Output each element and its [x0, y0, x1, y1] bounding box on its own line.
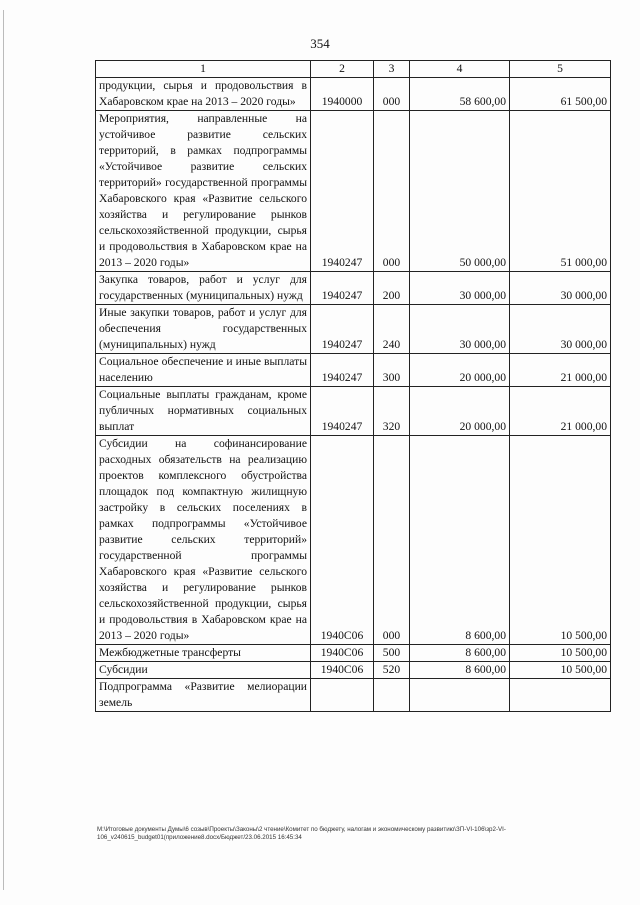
- table-row: [96, 662, 611, 679]
- amount-col4: 20 000,00: [410, 387, 510, 436]
- table-row: [96, 305, 611, 354]
- amount-col4: 8 600,00: [410, 436, 510, 645]
- row-name: продукции, сырья и продовольствия в Хабаровском крае на 2013 – 2020 годы»: [96, 78, 311, 111]
- target-code: 1940247: [311, 354, 374, 387]
- expense-type: 000: [374, 78, 410, 111]
- row-name: Межбюджетные трансферты: [96, 645, 311, 662]
- target-code: 1940247: [311, 272, 374, 305]
- target-code: 1940247: [311, 305, 374, 354]
- column-header: 4: [410, 61, 510, 78]
- row-name: Социальные выплаты гражданам, кроме публичных нормативных социальных выплат: [96, 387, 311, 436]
- amount-col5: 10 500,00: [510, 645, 611, 662]
- expense-type: 300: [374, 354, 410, 387]
- table-row: [96, 111, 611, 272]
- row-name: Закупка товаров, работ и услуг для государственных (муниципальных) нужд: [96, 272, 311, 305]
- amount-col4: 8 600,00: [410, 662, 510, 679]
- target-code: [311, 679, 374, 712]
- table-row: [96, 387, 611, 436]
- table-row: [96, 679, 611, 712]
- budget-table: [95, 60, 611, 712]
- amount-col4: 20 000,00: [410, 354, 510, 387]
- row-name: Социальное обеспечение и иные выплаты населению: [96, 354, 311, 387]
- column-header: 1: [96, 61, 311, 78]
- file-path-footer: М:\Итоговые документы Думы\6 созыв\Проекты\Законы\2 чтение\Комитет по бюджету, налогам и экономическому развитию\ЗП-VI-106\зр2-VI-106_v240615_budget01(приложение8.docx/Бюджет/23.06.2015 16:45:34: [97, 826, 506, 841]
- expense-type: 520: [374, 662, 410, 679]
- row-name: Субсидии: [96, 662, 311, 679]
- target-code: 1940С06: [311, 645, 374, 662]
- expense-type: 000: [374, 111, 410, 272]
- amount-col5: [510, 679, 611, 712]
- expense-type: [374, 679, 410, 712]
- expense-type: 200: [374, 272, 410, 305]
- page-edge-line: [3, 10, 4, 890]
- table-row: [96, 645, 611, 662]
- expense-type: 320: [374, 387, 410, 436]
- amount-col4: 50 000,00: [410, 111, 510, 272]
- column-header: 2: [311, 61, 374, 78]
- column-header: 5: [510, 61, 611, 78]
- row-name: Мероприятия, направленные на устойчивое развитие сельских территорий, в рамках подпрограммы «Устойчивое развитие сельских территорий» государственной программы Хабаровского края «Развитие сельского хозяйства и регулирование рынков сельскохозяйственной продукции, сырья и продовольствия в Хабаровском крае на 2013 – 2020 годы»: [96, 111, 311, 272]
- amount-col5: 51 000,00: [510, 111, 611, 272]
- table-row: [96, 272, 611, 305]
- amount-col5: 10 500,00: [510, 436, 611, 645]
- amount-col5: 30 000,00: [510, 305, 611, 354]
- amount-col4: 30 000,00: [410, 305, 510, 354]
- target-code: 1940С06: [311, 436, 374, 645]
- table-row: [96, 78, 611, 111]
- amount-col5: 10 500,00: [510, 662, 611, 679]
- amount-col5: 61 500,00: [510, 78, 611, 111]
- target-code: 1940С06: [311, 662, 374, 679]
- table-header-row: [96, 61, 611, 78]
- expense-type: 240: [374, 305, 410, 354]
- amount-col4: 58 600,00: [410, 78, 510, 111]
- amount-col4: 30 000,00: [410, 272, 510, 305]
- amount-col4: [410, 679, 510, 712]
- target-code: 1940247: [311, 111, 374, 272]
- amount-col5: 21 000,00: [510, 354, 611, 387]
- target-code: 1940000: [311, 78, 374, 111]
- expense-type: 000: [374, 436, 410, 645]
- table-row: [96, 354, 611, 387]
- amount-col5: 30 000,00: [510, 272, 611, 305]
- amount-col5: 21 000,00: [510, 387, 611, 436]
- row-name: Субсидии на софинансирование расходных обязательств на реализацию проектов комплексного обустройства площадок под компактную жилищную застройку в сельских поселениях в рамках подпрограммы «Устойчивое развитие сельских территорий» государственной программы Хабаровского края «Развитие сельского хозяйства и регулирование рынков сельскохозяйственной продукции, сырья и продовольствия в Хабаровском крае на 2013 – 2020 годы»: [96, 436, 311, 645]
- amount-col4: 8 600,00: [410, 645, 510, 662]
- column-header: 3: [374, 61, 410, 78]
- row-name: Подпрограмма «Развитие мелиорации земель: [96, 679, 311, 712]
- page-number: 354: [310, 36, 330, 51]
- target-code: 1940247: [311, 387, 374, 436]
- expense-type: 500: [374, 645, 410, 662]
- row-name: Иные закупки товаров, работ и услуг для обеспечения государственных (муниципальных) нужд: [96, 305, 311, 354]
- table-row: [96, 436, 611, 645]
